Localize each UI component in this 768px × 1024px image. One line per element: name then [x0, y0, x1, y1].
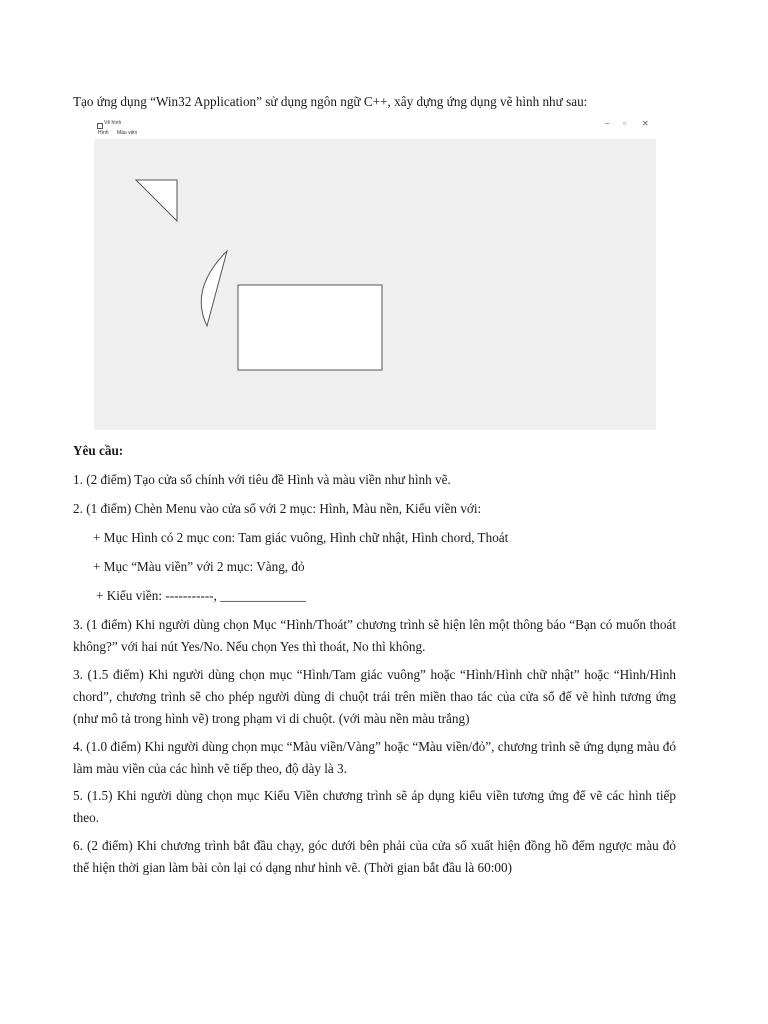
- maximize-icon[interactable]: ▫: [623, 119, 626, 128]
- requirement-4: 4. (1.0 điểm) Khi người dùng chọn mục “Màu viền/Vàng” hoặc “Màu viền/đỏ”, chương trình sẽ ứng dụng màu đó làm màu viền của các hình vẽ tiếp theo, độ dày là 3.: [73, 739, 676, 776]
- requirement-5: 5. (1.5) Khi người dùng chọn mục Kiểu Viền chương trình sẽ áp dụng kiểu viền tương ứng để vẽ các hình tiếp theo.: [73, 788, 676, 825]
- window-titlebar: [94, 118, 656, 139]
- menu-item-mau-vien[interactable]: Màu viền: [116, 130, 138, 136]
- window-menubar: [98, 130, 144, 136]
- app-icon: [97, 123, 103, 129]
- chord-shape: [201, 251, 227, 326]
- requirements-heading: Yêu cầu:: [73, 443, 124, 458]
- window-screenshot: [94, 118, 656, 430]
- right-triangle-shape: [136, 180, 177, 221]
- requirement-3-exit: 3. (1 điểm) Khi người dùng chọn Mục “Hình/Thoát” chương trình sẽ hiện lên một thông báo “Bạn có muốn thoát không?” với hai nút Yes/No. Nếu chọn Yes thì thoát, No thì không.: [73, 617, 676, 654]
- drawing-area[interactable]: [94, 139, 656, 430]
- requirement-2-sub-hinh: + Mục Hình có 2 mục con: Tam giác vuông, Hình chữ nhật, Hình chord, Thoát: [93, 530, 509, 545]
- intro-text: Tạo ứng dụng “Win32 Application” sử dụng ngôn ngữ C++, xây dựng ứng dụng vẽ hình như sau:: [73, 94, 588, 109]
- requirement-2-sub-kieu-vien: + Kiểu viền: -----------, _____________: [96, 588, 306, 603]
- requirement-6: 6. (2 điểm) Khi chương trình bắt đầu chạy, góc dưới bên phải của cửa sổ xuất hiện đồng hồ đếm ngược màu đỏ thể hiện thời gian làm bài còn lại có dạng như hình vẽ. (Thời gian bắt đầu là 60:00): [73, 838, 676, 875]
- window-title: Vẽ hình: [104, 120, 122, 126]
- requirement-1: 1. (2 điểm) Tạo cửa sổ chính với tiêu đề Hình và màu viền như hình vẽ.: [73, 472, 451, 487]
- rectangle-shape: [238, 285, 382, 370]
- menu-item-hinh[interactable]: Hình: [98, 130, 109, 136]
- requirement-2-sub-mau-vien: + Mục “Màu viền” với 2 mục: Vàng, đỏ: [93, 559, 305, 574]
- minimize-icon[interactable]: –: [605, 119, 610, 128]
- requirement-3-draw: 3. (1.5 điểm) Khi người dùng chọn mục “Hình/Tam giác vuông” hoặc “Hình/Hình chữ nhật” hoặc “Hình/Hình chord”, chương trình sẽ cho phép người dùng di chuột trái trên miền thao tác của cửa sổ để vẽ hình tương ứng (như mô tả trong hình vẽ) trong phạm vi di chuột. (với màu nền màu trắng): [73, 667, 676, 726]
- requirement-2: 2. (1 điểm) Chèn Menu vào cửa sổ với 2 mục: Hình, Màu nền, Kiểu viền với:: [73, 501, 482, 516]
- close-icon[interactable]: ✕: [642, 119, 649, 128]
